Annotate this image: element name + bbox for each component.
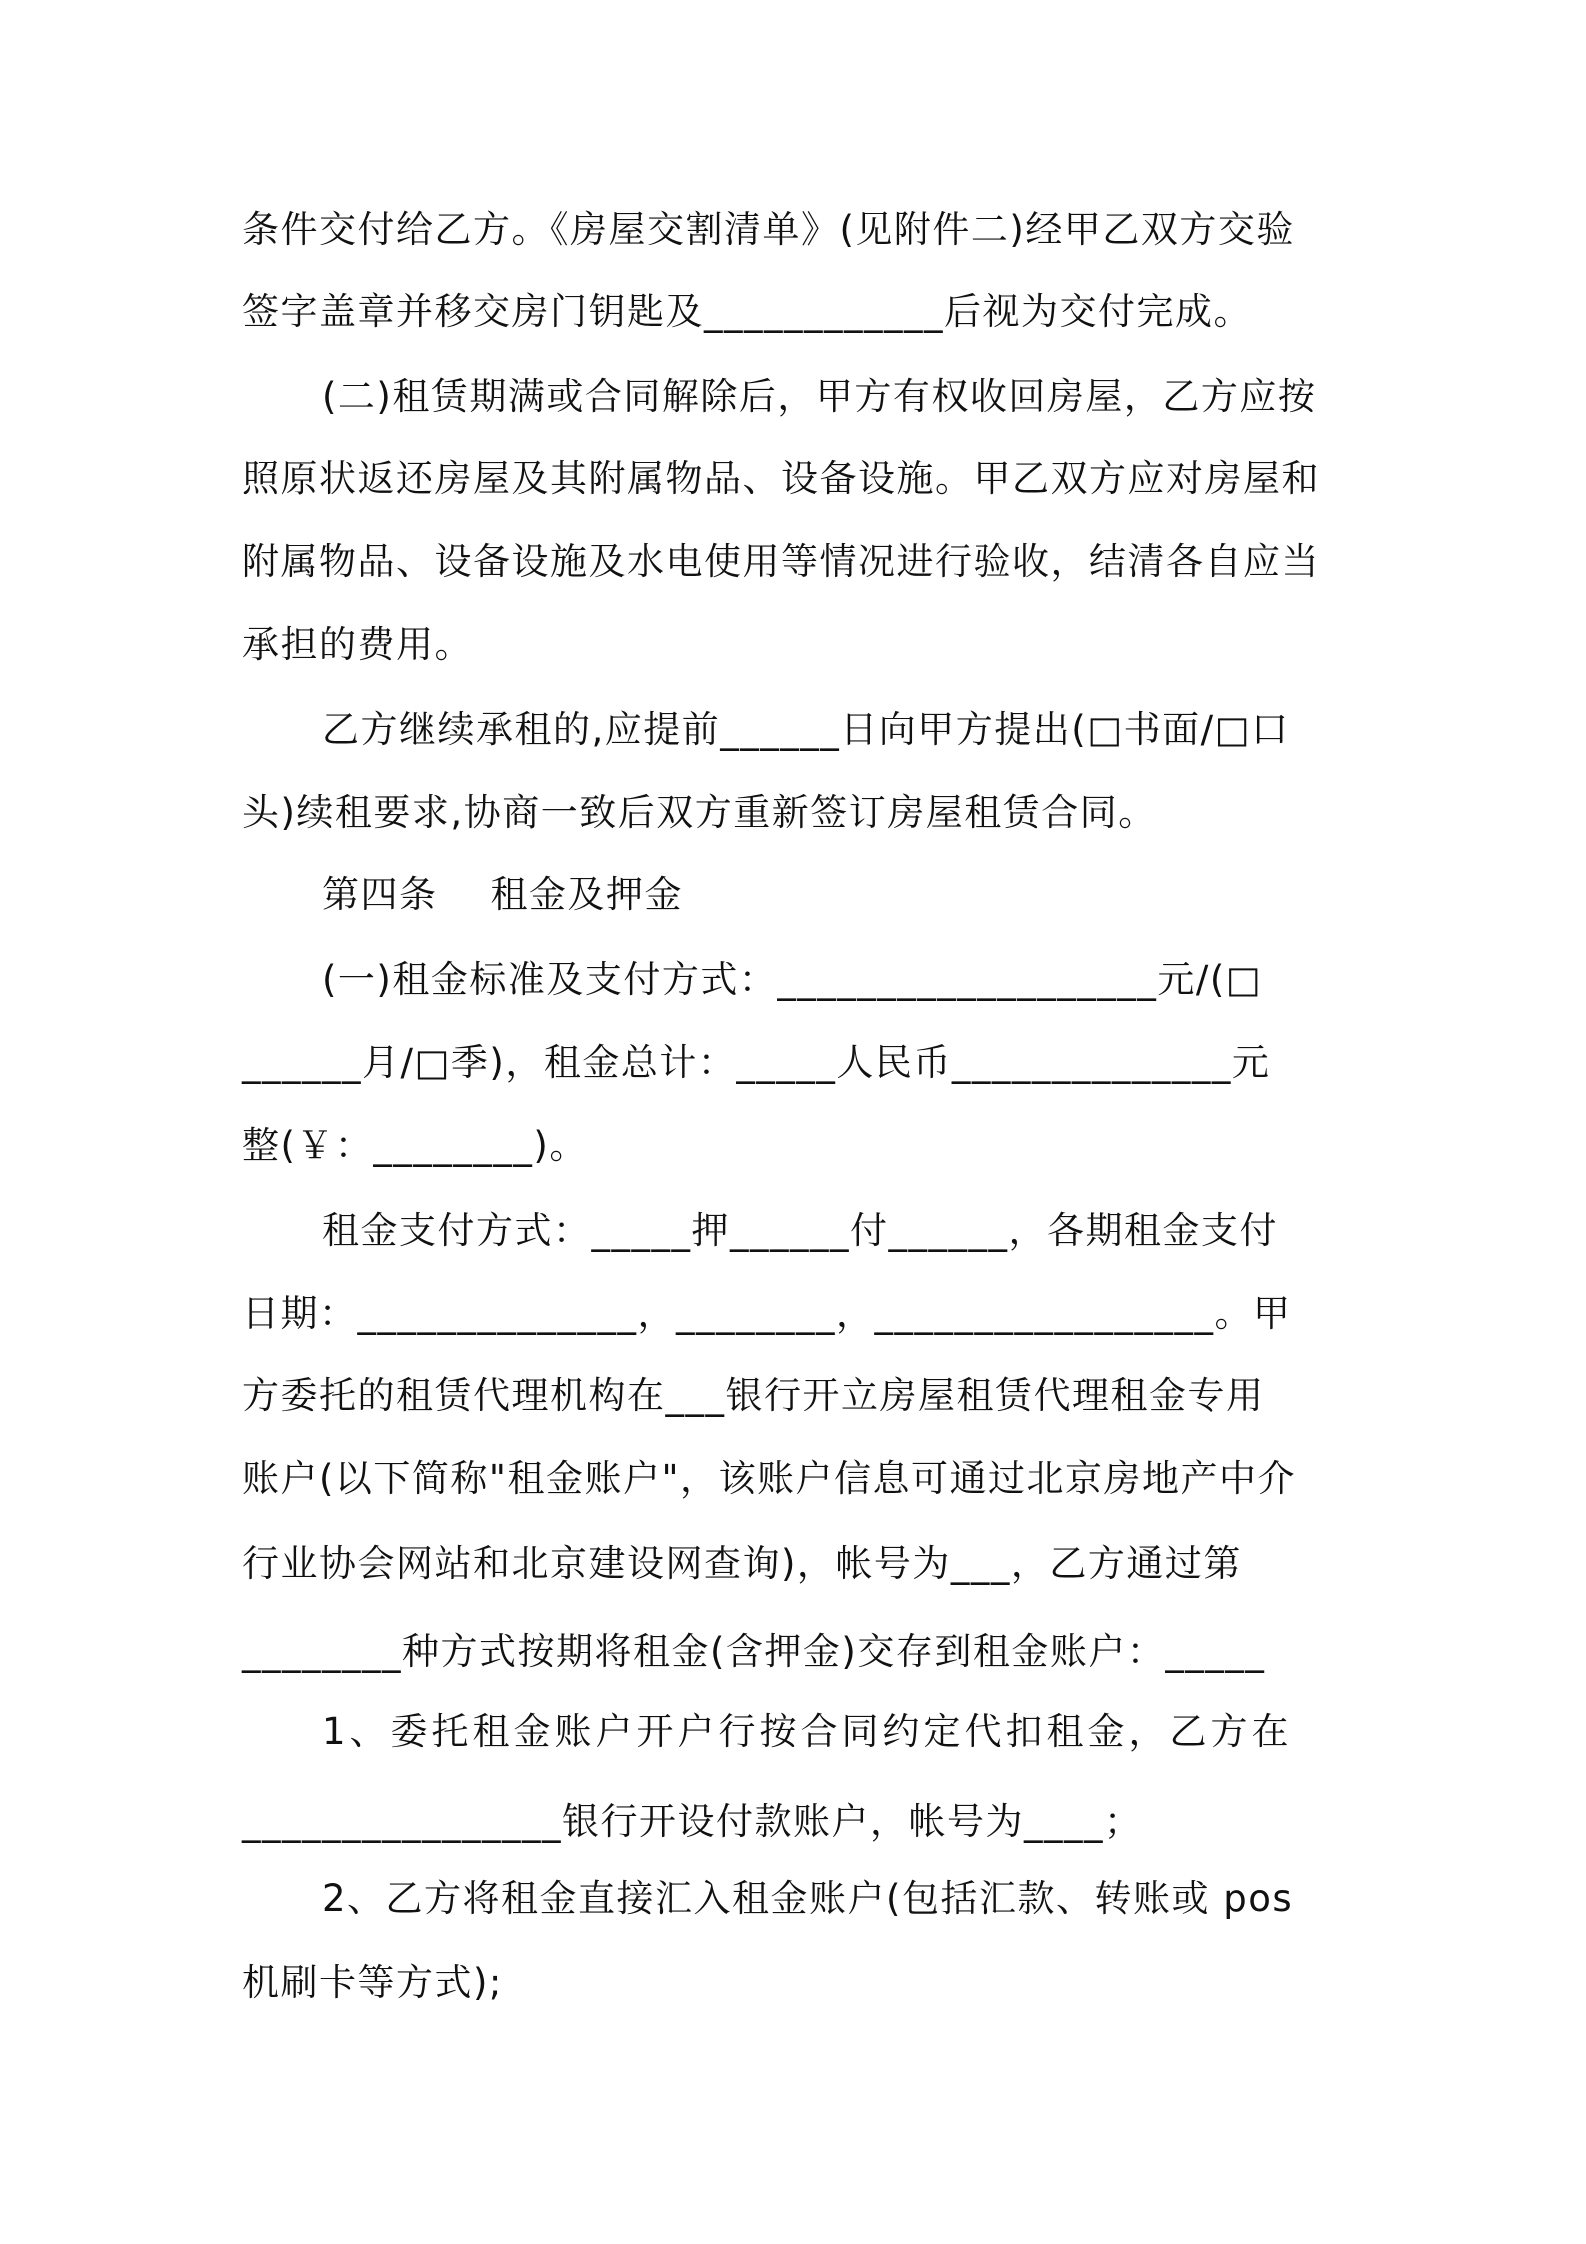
text-line: ________种方式按期将租金(含押金)交存到租金账户：_____ [242, 1630, 1266, 1673]
text-line: 行业协会网站和北京建设网查询)，帐号为___，乙方通过第 [242, 1542, 1242, 1585]
text-line: 账户(以下简称"租金账户"，该账户信息可通过北京房地产中介 [242, 1457, 1296, 1500]
text-line: 方委托的租赁代理机构在___银行开立房屋租赁代理租金专用 [242, 1374, 1265, 1417]
text-line: 附属物品、设备设施及水电使用等情况进行验收，结清各自应当 [242, 540, 1320, 583]
text-line: 日期：______________，________，_________________。甲 [242, 1292, 1292, 1335]
text-line: 整(￥：________)。 [242, 1124, 588, 1167]
text-line: (二)租赁期满或合同解除后，甲方有权收回房屋，乙方应按 [322, 375, 1317, 418]
text-line: (一)租金标准及支付方式：___________________元/(□ [322, 958, 1263, 1001]
text-line: 照原状返还房屋及其附属物品、设备设施。甲乙双方应对房屋和 [242, 457, 1320, 500]
text-line: 机刷卡等方式); [242, 1961, 503, 2004]
text-line: 签字盖章并移交房门钥匙及____________后视为交付完成。 [242, 290, 1252, 333]
list-item: 1、委托租金账户开户行按合同约定代扣租金，乙方在 [322, 1710, 1293, 1753]
text-line: 租金支付方式：_____押______付______，各期租金支付 [322, 1209, 1278, 1252]
list-item: 2、乙方将租金直接汇入租金账户(包括汇款、转账或 pos [322, 1877, 1294, 1920]
text-line: 乙方继续承租的,应提前______日向甲方提出(□书面/□口 [322, 708, 1290, 751]
text-line: ______月/□季)，租金总计：_____人民币______________元 [242, 1041, 1271, 1084]
text-line: 条件交付给乙方。《房屋交割清单》(见附件二)经甲乙双方交验 [242, 208, 1295, 251]
section-heading: 第四条 租金及押金 [322, 873, 684, 916]
text-line: ________________银行开设付款账户，帐号为____； [242, 1800, 1143, 1843]
text-line: 头)续租要求,协商一致后双方重新签订房屋租赁合同。 [242, 791, 1157, 834]
text-line: 承担的费用。 [242, 623, 473, 666]
